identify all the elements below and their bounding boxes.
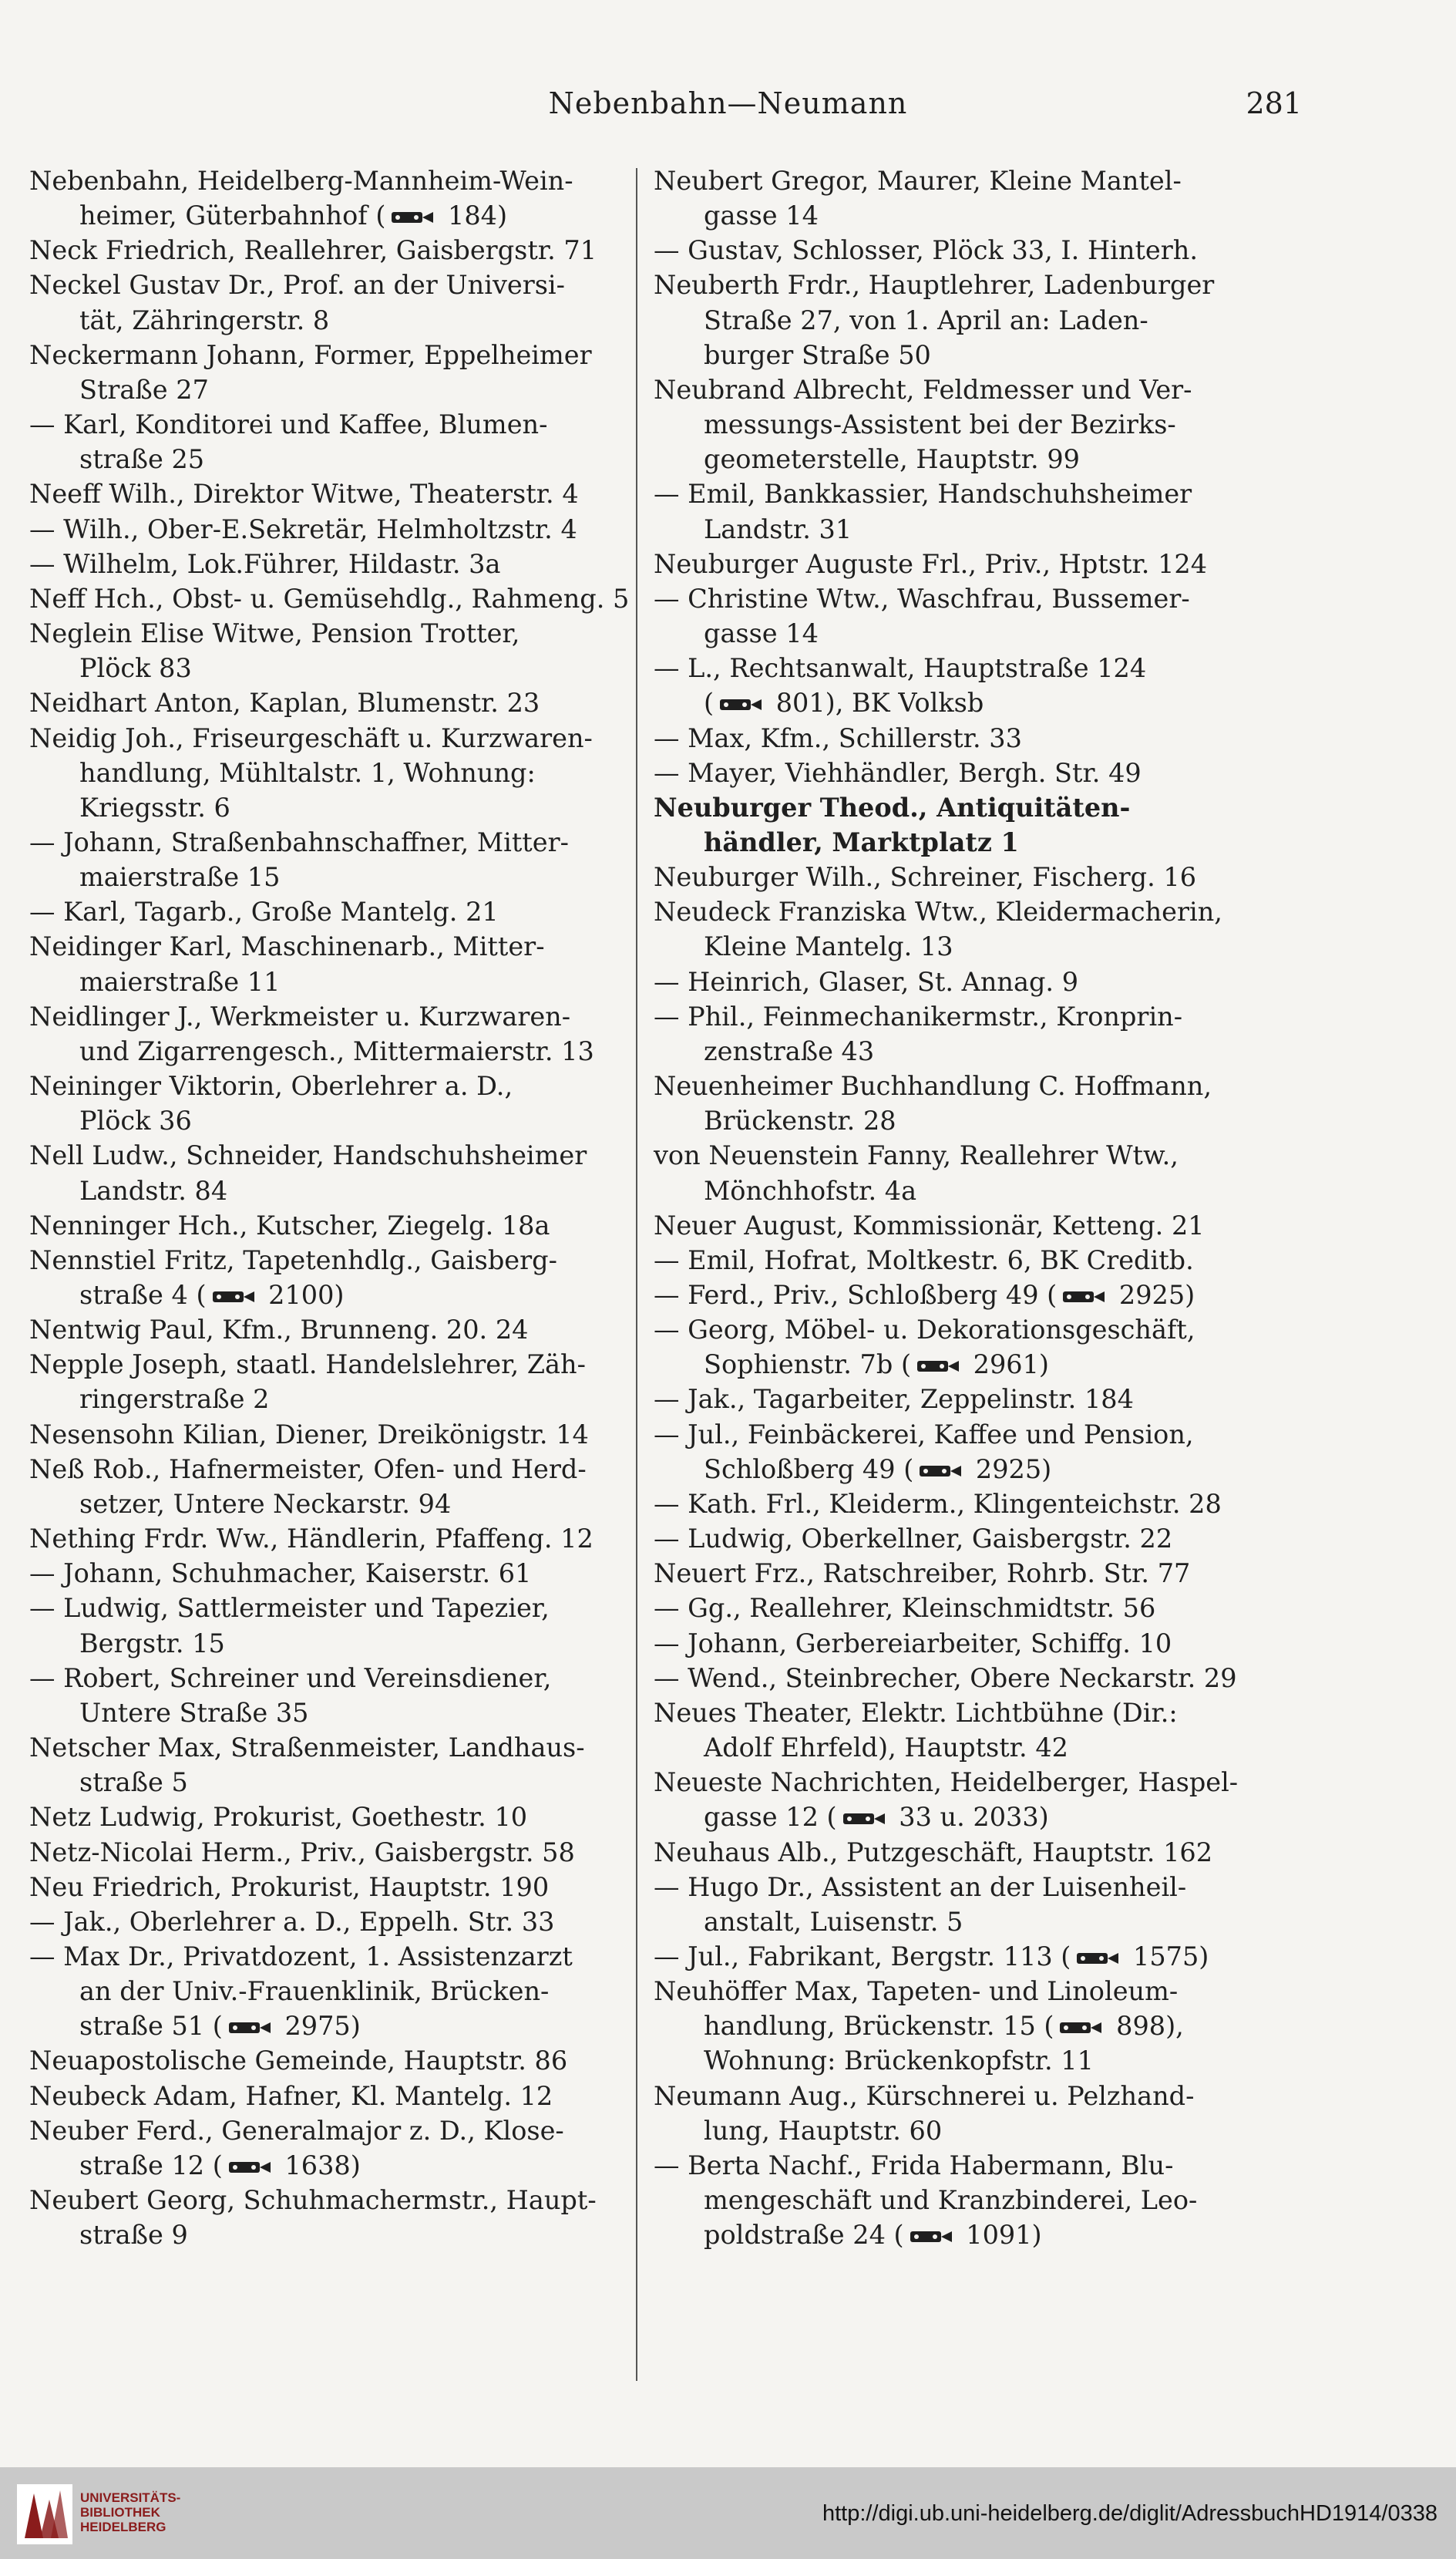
left-column: [29, 163, 638, 2252]
telephone-icon: [227, 2159, 272, 2176]
entry-first-line: Netz-Nicolai Herm., Priv., Gaisbergstr. 58: [29, 1837, 575, 1867]
running-header: [0, 86, 1456, 133]
directory-entry: [29, 233, 638, 268]
telephone-icon: [227, 2019, 272, 2036]
telephone-icon: [1061, 1288, 1106, 1305]
entry-continuation-line: handlung, Brückenstr. 15 ( 898),: [704, 2011, 1184, 2042]
entry-first-line: — Berta Nachf., Frida Habermann, Blu-: [654, 2150, 1174, 2180]
entry-first-line: — Max, Kfm., Schillerstr. 33: [654, 722, 1022, 753]
directory-entry: [654, 1487, 1270, 1521]
entry-continuation-line: mengeschäft und Kranzbinderei, Leo-: [704, 2185, 1198, 2216]
entry-continuation-line: zenstraße 43: [704, 1035, 875, 1066]
entry-continuation-line: Adolf Ehrfeld), Hauptstr. 42: [704, 1732, 1068, 1763]
entry-first-line: Neubert Gregor, Maurer, Kleine Mantel-: [654, 166, 1182, 196]
directory-entry: [29, 929, 638, 998]
directory-entry: [654, 651, 1270, 720]
entry-continuation-line: straße 12 ( 1638): [79, 2150, 361, 2180]
entry-continuation-line: Sophienstr. 7b ( 2961): [704, 1349, 1049, 1380]
directory-entry: [29, 1870, 638, 1904]
telephone-icon: [1075, 1950, 1120, 1967]
directory-entry: [654, 476, 1270, 546]
entry-continuation-line: lung, Hauptstr. 60: [704, 2115, 943, 2146]
entry-first-line: — Johann, Straßenbahnschaffner, Mitter-: [29, 827, 569, 857]
entry-first-line: — Jak., Tagarbeiter, Zeppelinstr. 184: [654, 1384, 1134, 1415]
directory-entry: [29, 999, 638, 1069]
page-number: 281: [1246, 86, 1302, 120]
entry-continuation-line: Untere Straße 35: [79, 1697, 309, 1728]
entry-continuation-line: Kriegsstr. 6: [79, 792, 230, 823]
directory-entry: [654, 1695, 1270, 1765]
entry-first-line: — Emil, Hofrat, Moltkestr. 6, BK Creditb.: [654, 1244, 1194, 1275]
entry-continuation-line: straße 5: [79, 1767, 188, 1798]
directory-entry: [654, 1556, 1270, 1591]
telephone-icon: [842, 1810, 886, 1827]
directory-entry: [29, 1452, 638, 1521]
entry-first-line: — Robert, Schreiner und Vereinsdiener,: [29, 1662, 552, 1693]
entry-continuation-line: handlung, Mühltalstr. 1, Wohnung:: [79, 757, 536, 788]
entry-first-line: — Mayer, Viehhändler, Bergh. Str. 49: [654, 757, 1142, 788]
directory-entry: [29, 338, 638, 407]
entry-continuation-line: Plöck 83: [79, 653, 192, 684]
page-title: Nebenbahn—Neumann: [548, 86, 908, 120]
directory-entry: [29, 2043, 638, 2078]
directory-entry: [654, 1835, 1270, 1870]
entry-first-line: Netz Ludwig, Prokurist, Goethestr. 10: [29, 1802, 528, 1833]
directory-entry: [654, 965, 1270, 999]
directory-entry: [29, 2183, 638, 2252]
entry-first-line: Netscher Max, Straßenmeister, Landhaus-: [29, 1732, 585, 1763]
directory-entry: [654, 1661, 1270, 1695]
library-name-line: HEIDELBERG: [80, 2520, 166, 2534]
directory-entry: [654, 756, 1270, 790]
entry-continuation-line: Wohnung: Brückenkopfstr. 11: [704, 2046, 1094, 2076]
right-column: [654, 163, 1270, 2252]
entry-first-line: — Christine Wtw., Waschfrau, Bussemer-: [654, 583, 1190, 614]
directory-entry: [29, 1904, 638, 1939]
entry-first-line: Nebenbahn, Heidelberg-Mannheim-Wein-: [29, 166, 573, 196]
entry-first-line: — Ludwig, Sattlermeister und Tapezier,: [29, 1593, 550, 1624]
entry-first-line: Neidig Joh., Friseurgeschäft u. Kurzwaren-: [29, 722, 593, 753]
directory-entry: [654, 1974, 1270, 2078]
library-name-line: UNIVERSITÄTS-: [80, 2490, 181, 2505]
directory-entry: [654, 1312, 1270, 1382]
directory-entry: [29, 1347, 638, 1416]
entry-continuation-line: setzer, Untere Neckarstr. 94: [79, 1488, 452, 1519]
entry-continuation-line: Plöck 36: [79, 1106, 192, 1136]
directory-entry: [29, 825, 638, 894]
entry-first-line: — Wilhelm, Lok.Führer, Hildastr. 3a: [29, 548, 501, 579]
directory-entry: [654, 547, 1270, 581]
entry-continuation-line: Landstr. 31: [704, 513, 852, 544]
entry-first-line: Neubeck Adam, Hafner, Kl. Mantelg. 12: [29, 2080, 553, 2111]
entry-first-line: Neidlinger J., Werkmeister u. Kurzwaren-: [29, 1001, 571, 1032]
directory-entry: [29, 1069, 638, 1138]
entry-first-line: — Max Dr., Privatdozent, 1. Assistenzarzt: [29, 1941, 573, 1971]
directory-entry: [654, 233, 1270, 268]
directory-entry: [29, 1243, 638, 1312]
library-name: [80, 2490, 180, 2534]
entry-continuation-line: maierstraße 11: [79, 966, 281, 997]
directory-entry: [29, 1312, 638, 1347]
entry-continuation-line: poldstraße 24 ( 1091): [704, 2220, 1042, 2251]
directory-entry: [29, 547, 638, 581]
directory-entry: [654, 894, 1270, 964]
entry-continuation-line: Straße 27, von 1. April an: Laden-: [704, 305, 1148, 335]
entry-first-line: Nepple Joseph, staatl. Handelslehrer, Zäh-: [29, 1349, 586, 1380]
directory-entry: [654, 1138, 1270, 1207]
entry-first-line: — Hugo Dr., Assistent an der Luisenheil-: [654, 1871, 1187, 1902]
telephone-icon: [211, 1288, 256, 1305]
entry-continuation-line: ringerstraße 2: [79, 1384, 270, 1415]
entry-first-line: — Georg, Möbel- u. Dekorationsgeschäft,: [654, 1315, 1195, 1345]
entry-first-line: — Johann, Gerbereiarbeiter, Schiffg. 10: [654, 1628, 1172, 1658]
directory-entry: [29, 1661, 638, 1730]
entry-first-line: — Emil, Bankkassier, Handschuhsheimer: [654, 479, 1192, 510]
entry-continuation-line: gasse 14: [704, 200, 819, 231]
directory-entry: [29, 163, 638, 233]
university-library-logo-icon[interactable]: [17, 2484, 72, 2544]
entry-first-line: — Ferd., Priv., Schloßberg 49 ( 2925): [654, 1280, 1195, 1310]
entry-first-line: Neff Hch., Obst- u. Gemüsehdlg., Rahmeng. 5: [29, 583, 630, 614]
telephone-icon: [718, 696, 763, 713]
entry-first-line: Neuapostolische Gemeinde, Hauptstr. 86: [29, 2046, 568, 2076]
telephone-icon: [390, 209, 435, 226]
directory-entry: [29, 1138, 638, 1207]
directory-entry: [654, 163, 1270, 233]
directory-entry: [654, 721, 1270, 756]
directory-entry: [654, 860, 1270, 894]
entry-continuation-line: geometerstelle, Hauptstr. 99: [704, 444, 1080, 475]
entry-first-line: — Karl, Tagarb., Große Mantelg. 21: [29, 897, 499, 928]
entry-continuation-line: an der Univ.-Frauenklinik, Brücken-: [79, 1976, 550, 2007]
directory-entry: [654, 2148, 1270, 2252]
entry-first-line: Neu Friedrich, Prokurist, Hauptstr. 190: [29, 1871, 550, 1902]
entry-first-line: Neuberth Frdr., Hauptlehrer, Ladenburger: [654, 270, 1215, 301]
telephone-icon: [909, 2228, 953, 2245]
entry-continuation-line: Kleine Mantelg. 13: [704, 931, 953, 962]
directory-entry: [654, 790, 1270, 860]
entry-first-line: — Jul., Feinbäckerei, Kaffee und Pension,: [654, 1419, 1194, 1450]
entry-first-line: — Johann, Schuhmacher, Kaiserstr. 61: [29, 1558, 532, 1589]
entry-first-line: Neuburger Auguste Frl., Priv., Hptstr. 124: [654, 548, 1208, 579]
entry-first-line: Neuburger Wilh., Schreiner, Fischerg. 16: [654, 862, 1197, 893]
entry-first-line: Neuburger Theod., Antiquitäten-: [654, 792, 1131, 823]
library-name-line: BIBLIOTHEK: [80, 2505, 160, 2520]
directory-entry: [654, 1278, 1270, 1312]
directory-entry: [654, 999, 1270, 1069]
entry-first-line: Neckermann Johann, Former, Eppelheimer: [29, 339, 592, 370]
directory-entry: [654, 1591, 1270, 1625]
entry-first-line: Neckel Gustav Dr., Prof. an der Universi-: [29, 270, 565, 301]
entry-first-line: Neuenheimer Buchhandlung C. Hoffmann,: [654, 1071, 1212, 1102]
telephone-icon: [918, 1463, 963, 1480]
directory-entry: [654, 2079, 1270, 2148]
entry-continuation-line: straße 51 ( 2975): [79, 2011, 361, 2042]
directory-entry: [29, 1591, 638, 1660]
directory-entry: [654, 1382, 1270, 1416]
entry-continuation-line: Brückenstr. 28: [704, 1106, 896, 1136]
directory-entry: [654, 1765, 1270, 1834]
entry-first-line: — Jak., Oberlehrer a. D., Eppelh. Str. 33: [29, 1906, 555, 1937]
directory-entry: [29, 616, 638, 685]
directory-entry: [29, 1800, 638, 1834]
entry-first-line: — Karl, Konditorei und Kaffee, Blumen-: [29, 409, 548, 440]
entry-first-line: — Phil., Feinmechanikermstr., Kronprin-: [654, 1001, 1183, 1032]
footer-bar: [0, 2467, 1456, 2559]
entry-first-line: Neueste Nachrichten, Heidelberger, Haspel-: [654, 1767, 1239, 1798]
directory-entry: [654, 1521, 1270, 1556]
directory-entry: [29, 268, 638, 337]
entry-first-line: Neidinger Karl, Maschinenarb., Mitter-: [29, 931, 545, 962]
entry-continuation-line: straße 25: [79, 444, 205, 475]
entry-first-line: Nennstiel Fritz, Tapetenhdlg., Gaisberg-: [29, 1244, 557, 1275]
directory-entry: [654, 1870, 1270, 1939]
entry-continuation-line: burger Straße 50: [704, 339, 931, 370]
entry-first-line: Nentwig Paul, Kfm., Brunneng. 20. 24: [29, 1315, 529, 1345]
telephone-icon: [1058, 2019, 1103, 2036]
entry-first-line: Nesensohn Kilian, Diener, Dreikönigstr. 14: [29, 1419, 589, 1450]
directory-entry: [29, 1939, 638, 2043]
entry-first-line: — Heinrich, Glaser, St. Annag. 9: [654, 966, 1079, 997]
entry-continuation-line: gasse 12 ( 33 u. 2033): [704, 1802, 1049, 1833]
entry-first-line: von Neuenstein Fanny, Reallehrer Wtw.,: [654, 1140, 1179, 1171]
directory-entry: [654, 1208, 1270, 1243]
directory-entry: [29, 1835, 638, 1870]
directory-entry: [29, 476, 638, 511]
directory-entry: [29, 2113, 638, 2183]
directory-entry: [654, 581, 1270, 651]
entry-continuation-line: heimer, Güterbahnhof ( 184): [79, 200, 508, 231]
directory-entry: [29, 1208, 638, 1243]
entry-continuation-line: messungs-Assistent bei der Bezirks-: [704, 409, 1176, 440]
entry-first-line: Neidhart Anton, Kaplan, Blumenstr. 23: [29, 688, 540, 719]
directory-entry: [654, 372, 1270, 476]
entry-first-line: Neeff Wilh., Direktor Witwe, Theaterstr. 4: [29, 479, 579, 510]
entry-continuation-line: händler, Marktplatz 1: [704, 827, 1019, 857]
entry-first-line: Nenninger Hch., Kutscher, Ziegelg. 18a: [29, 1210, 550, 1241]
entry-first-line: — Jul., Fabrikant, Bergstr. 113 ( 1575): [654, 1941, 1209, 1971]
directory-entry: [654, 1939, 1270, 1974]
entry-first-line: Neuhaus Alb., Putzgeschäft, Hauptstr. 162: [654, 1837, 1213, 1867]
directory-entry: [654, 268, 1270, 372]
entry-first-line: Nething Frdr. Ww., Händlerin, Pfaffeng. 12: [29, 1524, 593, 1554]
source-url-link[interactable]: http://digi.ub.uni-heidelberg.de/diglit/AdressbuchHD1914/0338: [822, 2501, 1438, 2526]
directory-entry: [29, 1556, 638, 1591]
entry-first-line: — L., Rechtsanwalt, Hauptstraße 124: [654, 653, 1147, 684]
entry-continuation-line: und Zigarrengesch., Mittermaierstr. 13: [79, 1035, 594, 1066]
entry-continuation-line: Straße 27: [79, 374, 209, 405]
directory-entry: [654, 1069, 1270, 1138]
entry-first-line: Neck Friedrich, Reallehrer, Gaisbergstr. 71: [29, 235, 597, 266]
directory-entry: [29, 407, 638, 476]
entry-continuation-line: tät, Zähringerstr. 8: [79, 305, 330, 335]
entry-first-line: Neuert Frz., Ratschreiber, Rohrb. Str. 77: [654, 1558, 1191, 1589]
entry-continuation-line: straße 9: [79, 2220, 188, 2251]
entry-first-line: Neudeck Franziska Wtw., Kleidermacherin,: [654, 897, 1222, 928]
entry-first-line: — Ludwig, Oberkellner, Gaisbergstr. 22: [654, 1524, 1173, 1554]
entry-first-line: Neuber Ferd., Generalmajor z. D., Klose-: [29, 2115, 564, 2146]
entry-first-line: Neininger Viktorin, Oberlehrer a. D.,: [29, 1071, 513, 1102]
entry-first-line: — Gustav, Schlosser, Plöck 33, I. Hinterh.: [654, 235, 1198, 266]
directory-entry: [29, 1417, 638, 1452]
directory-entry: [654, 1243, 1270, 1278]
entry-first-line: Neues Theater, Elektr. Lichtbühne (Dir.:: [654, 1697, 1178, 1728]
entry-first-line: Neß Rob., Hafnermeister, Ofen- und Herd-: [29, 1453, 587, 1484]
entry-continuation-line: anstalt, Luisenstr. 5: [704, 1906, 963, 1937]
entry-first-line: — Wend., Steinbrecher, Obere Neckarstr. 29: [654, 1662, 1237, 1693]
directory-entry: [654, 1417, 1270, 1487]
directory-entry: [29, 721, 638, 825]
entry-continuation-line: ( 801), BK Volksb: [704, 688, 984, 719]
entry-continuation-line: Landstr. 84: [79, 1175, 228, 1206]
entry-first-line: Neubrand Albrecht, Feldmesser und Ver-: [654, 374, 1192, 405]
directory-entry: [29, 1521, 638, 1556]
entry-first-line: — Wilh., Ober-E.Sekretär, Helmholtzstr. 4: [29, 513, 577, 544]
directory-entry: [29, 685, 638, 720]
directory-entry: [29, 2079, 638, 2113]
entry-continuation-line: Mönchhofstr. 4a: [704, 1175, 917, 1206]
entry-continuation-line: Schloßberg 49 ( 2925): [704, 1453, 1052, 1484]
entry-first-line: Neumann Aug., Kürschnerei u. Pelzhand-: [654, 2080, 1195, 2111]
directory-entry: [654, 1626, 1270, 1661]
entry-first-line: Nell Ludw., Schneider, Handschuhsheimer: [29, 1140, 587, 1171]
entry-continuation-line: gasse 14: [704, 618, 819, 649]
entry-first-line: Neuer August, Kommissionär, Ketteng. 21: [654, 1210, 1205, 1241]
directory-entry: [29, 581, 638, 616]
entry-first-line: — Kath. Frl., Kleiderm., Klingenteichstr. 28: [654, 1488, 1222, 1519]
directory-entry: [29, 1730, 638, 1800]
telephone-icon: [916, 1358, 960, 1375]
directory-entry: [29, 512, 638, 547]
entry-continuation-line: Bergstr. 15: [79, 1628, 225, 1658]
directory-entry: [29, 894, 638, 929]
entry-continuation-line: maierstraße 15: [79, 862, 281, 893]
entry-first-line: Neglein Elise Witwe, Pension Trotter,: [29, 618, 520, 649]
entry-first-line: Neuhöffer Max, Tapeten- und Linoleum-: [654, 1976, 1179, 2007]
entry-continuation-line: straße 4 ( 2100): [79, 1280, 345, 1310]
entry-first-line: Neubert Georg, Schuhmachermstr., Haupt-: [29, 2185, 597, 2216]
entry-first-line: — Gg., Reallehrer, Kleinschmidtstr. 56: [654, 1593, 1156, 1624]
